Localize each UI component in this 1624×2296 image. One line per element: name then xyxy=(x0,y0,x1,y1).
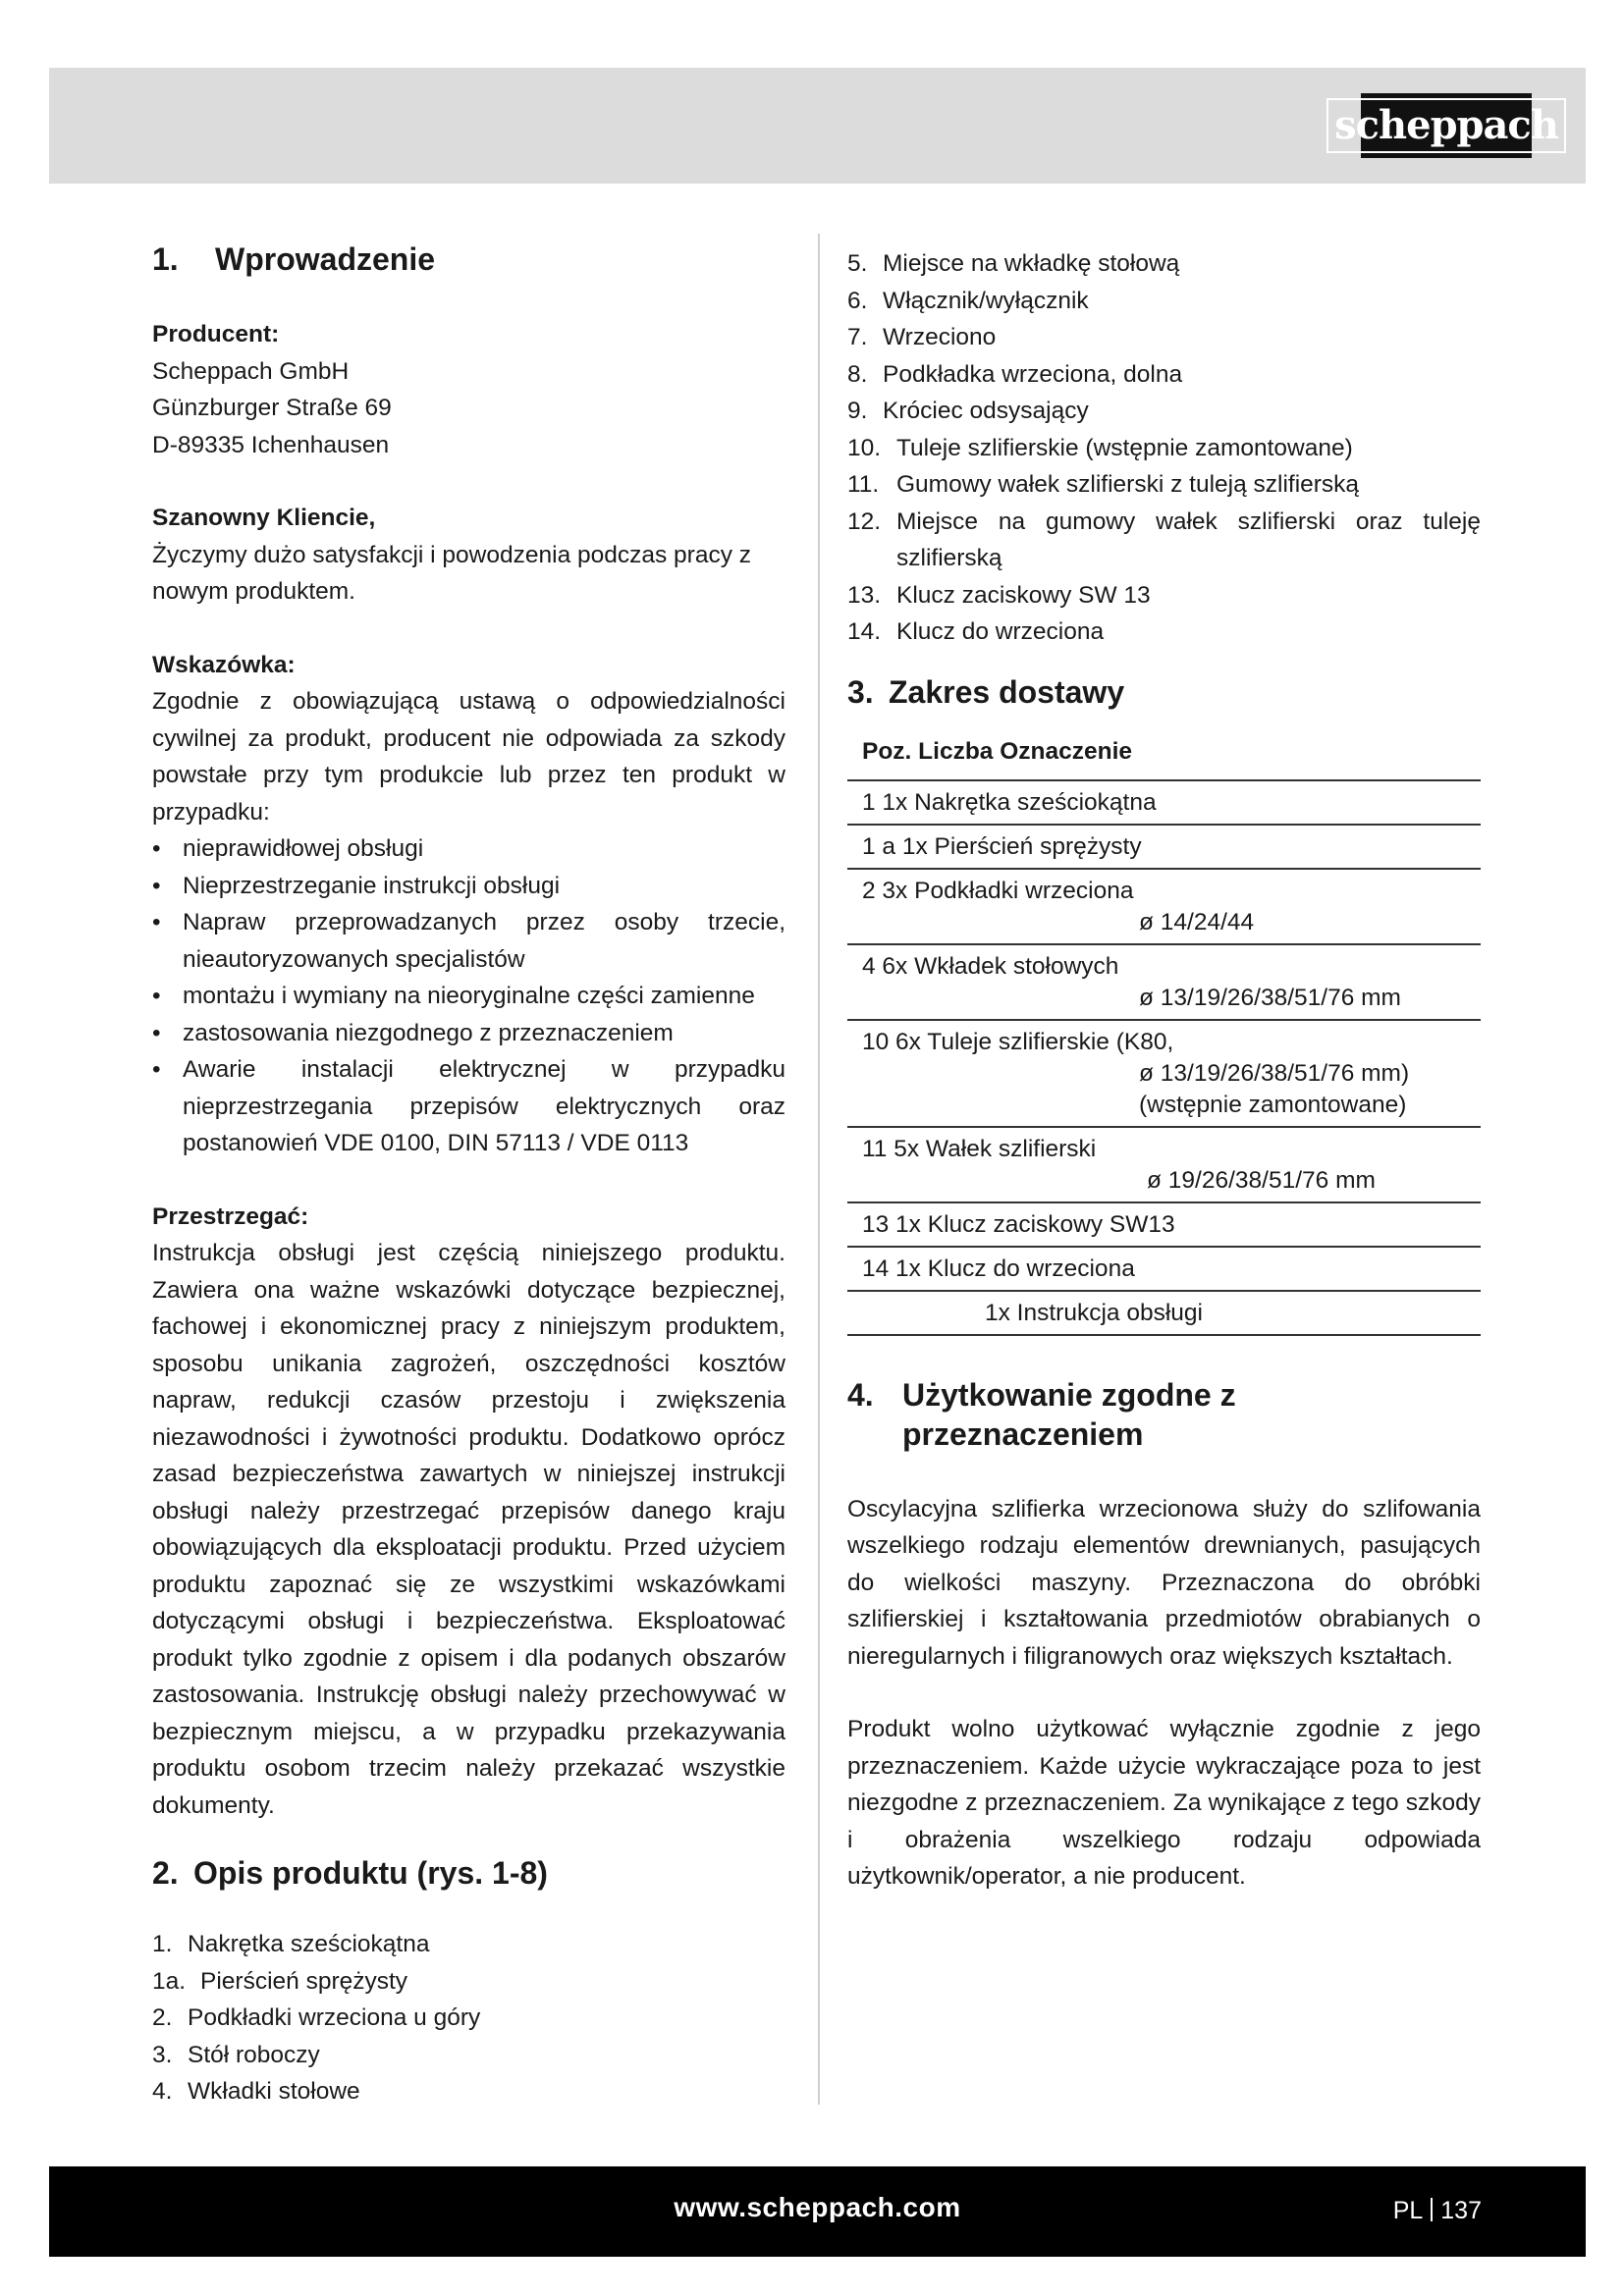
list-item: 11. Gumowy wałek szlifierski z tuleją szlifierską xyxy=(847,471,1360,498)
list-item: 6. Włącznik/wyłącznik xyxy=(847,287,1089,314)
producer-line: D-89335 Ichenhausen xyxy=(152,431,390,458)
table-row: 1 1x Nakrętka sześciokątna xyxy=(847,781,1481,826)
list-item: 4. Wkładki stołowe xyxy=(152,2078,360,2105)
list-item: • Nieprzestrzeganie instrukcji obsługi xyxy=(152,868,785,905)
producer-label: Producent: xyxy=(152,321,280,347)
parts-list-right xyxy=(847,245,1481,651)
list-item: 12. Miejsce na gumowy wałek szlifierski oraz tuleję szlifierską xyxy=(847,507,1481,571)
list-item: • montażu i wymiany na nieoryginalne części zamienne xyxy=(152,978,785,1015)
parts-list-left xyxy=(152,1926,785,2110)
table-row: 11 5x Wałek szlifierski ø 19/26/38/51/76 mm xyxy=(847,1128,1481,1203)
header-band xyxy=(49,68,1586,184)
table-row: 13 1x Klucz zaciskowy SW13 xyxy=(847,1203,1481,1248)
footer-bar xyxy=(49,2166,1586,2257)
list-item: • Awarie instalacji elektrycznej w przypadku nieprzestrzegania przepisów elektrycznych oraz postanowień VDE 0100, DIN 57113 / VDE 0113 xyxy=(152,1051,785,1162)
intended-use-paragraph: Oscylacyjna szlifierka wrzecionowa służy do szlifowania wszelkiego rodzaju elementów drewnianych, pasujących do wielkości maszyny. Przeznaczona do obróbki szlifierskiej i kształtowania przedmiotów obrabianych o nieregularnych i filigranowych oraz większych kształtach. xyxy=(847,1495,1481,1670)
column-divider xyxy=(818,234,820,2105)
website-link[interactable]: www.scheppach.com xyxy=(674,2192,961,2222)
section-1-heading: 1. Wprowadzenie xyxy=(152,241,436,277)
list-item: 14. Klucz do wrzeciona xyxy=(847,618,1105,645)
list-item: 3. Stół roboczy xyxy=(152,2041,320,2068)
right-column xyxy=(847,245,1481,1896)
table-row: 2 3x Podkładki wrzeciona ø 14/24/44 xyxy=(847,870,1481,945)
observe-text: Instrukcja obsługi jest częścią niniejszego produktu. Zawiera ona ważne wskazówki dotyczące bezpiecznej, fachowej i ekonomicznej pracy z niniejszym produktem, sposobu unikania zagrożeń, oszczędności kosztów napraw, redukcji czasów przestoju i zwiększenia niezawodności i żywotności produktu. Dodatkowo oprócz zasad bezpieczeństwa zawartych w niniejszej instrukcji obsługi należy przestrzegać przepisów danego kraju obowiązujących dla eksploatacji produktu. Przed użyciem produktu zapoznać się ze wszystkimi wskazówkami dotyczącymi obsługi i bezpieczeństwa. Eksploatować produkt tylko zgodnie z opisem i dla podanych obszarów zastosowania. Instrukcję obsługi należy przechowywać w bezpiecznym miejscu, a w przypadku przekazywania produktu osobom trzecim należy przekazać wszystkie dokumenty. xyxy=(152,1240,785,1819)
delivery-scope-table xyxy=(847,712,1481,1336)
list-item: 5. Miejsce na wkładkę stołową xyxy=(847,250,1180,277)
dear-customer-text: Życzymy dużo satysfakcji i powodzenia podczas pracy z nowym produktem. xyxy=(152,541,752,605)
table-row: 1 a 1x Pierścień sprężysty xyxy=(847,826,1481,870)
table-row: 4 6x Wkładek stołowych ø 13/19/26/38/51/76 mm xyxy=(847,945,1481,1021)
table-header: Poz. Liczba Oznaczenie xyxy=(847,712,1481,781)
table-row: 1x Instrukcja obsługi xyxy=(847,1292,1481,1336)
section-4-heading: 4. Użytkowanie zgodne z przeznaczeniem xyxy=(847,1376,1236,1452)
list-item: 10. Tuleje szlifierskie (wstępnie zamontowane) xyxy=(847,434,1353,461)
list-item: 1a. Pierścień sprężysty xyxy=(152,1967,408,1995)
note-label: Wskazówka: xyxy=(152,651,296,678)
observe-label: Przestrzegać: xyxy=(152,1202,309,1230)
list-item: • nieprawidłowej obsługi xyxy=(152,830,785,868)
dear-customer-label: Szanowny Kliencie, xyxy=(152,505,376,531)
list-item: 1. Nakrętka sześciokątna xyxy=(152,1931,430,1957)
list-item: • zastosowania niezgodnego z przeznaczeniem xyxy=(152,1015,785,1052)
left-column xyxy=(152,236,785,2110)
list-item: 9. Króciec odsysający xyxy=(847,398,1089,424)
liability-list xyxy=(152,830,785,1162)
producer-line: Scheppach GmbH xyxy=(152,357,350,385)
list-item: 2. Podkładki wrzeciona u góry xyxy=(152,2004,481,2031)
note-text: Zgodnie z obowiązującą ustawą o odpowiedzialności cywilnej za produkt, producent nie odpowiada za szkody powstałe przy tym produkcie lub przez ten produkt w przypadku: xyxy=(152,688,785,826)
list-item: 8. Podkładka wrzeciona, dolna xyxy=(847,360,1183,388)
scheppach-logo: scheppach xyxy=(1361,93,1532,158)
section-2-heading: 2. Opis produktu (rys. 1-8) xyxy=(152,1855,548,1891)
list-item: 7. Wrzeciono xyxy=(847,324,997,350)
table-row: 14 1x Klucz do wrzeciona xyxy=(847,1248,1481,1292)
intended-use-paragraph: Produkt wolno użytkować wyłącznie zgodnie z jego przeznaczeniem. Każde użycie wykraczające poza to jest niezgodne z przeznaczeniem. Za wynikające z tego szkody i obrażenia wszelkiego rodzaju odpowiada użytkownik/operator, a nie producent. xyxy=(847,1716,1481,1890)
table-row: 10 6x Tuleje szlifierskie (K80, ø 13/19/26/38/51/76 mm) (wstępnie zamontowane) xyxy=(847,1021,1481,1128)
producer-line: Günzburger Straße 69 xyxy=(152,395,392,421)
page-number: PL 137 xyxy=(1392,2197,1482,2224)
section-3-heading: 3. Zakres dostawy xyxy=(847,673,1125,710)
list-item: • Napraw przeprowadzanych przez osoby trzecie, nieautoryzowanych specjalistów xyxy=(152,904,785,978)
list-item: 13. Klucz zaciskowy SW 13 xyxy=(847,581,1151,609)
